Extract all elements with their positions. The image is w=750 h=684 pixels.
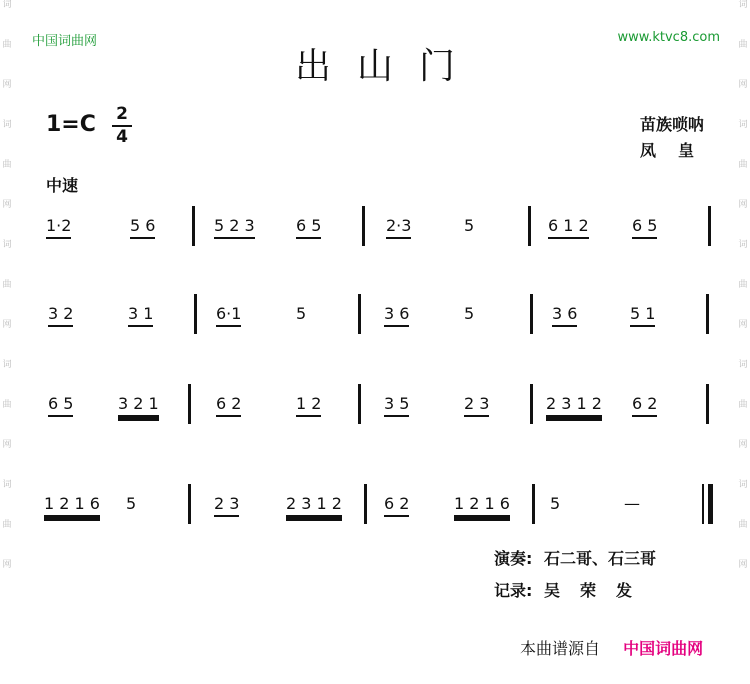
- watermark-char: 网: [738, 440, 748, 450]
- watermark-char: 网: [2, 200, 12, 210]
- note-group: 6 5: [632, 216, 657, 239]
- region-label: 凤皇: [640, 141, 717, 160]
- source-footer: [520, 636, 703, 659]
- recorder-credit: [494, 578, 652, 601]
- watermark-char: 词: [2, 240, 12, 250]
- watermark-left: [0, 0, 14, 684]
- note-group: 2 3: [214, 494, 239, 517]
- origin-label: 苗族唢呐: [640, 115, 705, 134]
- note-group: 6 2: [384, 494, 409, 517]
- score-line-4: [40, 476, 720, 526]
- barline: [194, 294, 197, 334]
- measure-2-group: [214, 216, 255, 239]
- barline: [188, 484, 191, 524]
- source-text: 本曲谱源自: [520, 639, 601, 658]
- measure-3-group: [454, 494, 510, 517]
- measure-2-group: [216, 304, 241, 327]
- watermark-char: 曲: [738, 400, 748, 410]
- measure-3-group: [464, 216, 474, 235]
- measure-1-group: [126, 494, 136, 513]
- measure-2-group: [216, 394, 241, 417]
- measure-2-group: [296, 304, 306, 323]
- note-group: 5 6: [130, 216, 155, 239]
- note-group: 2 3 1 2: [286, 494, 342, 517]
- measure-3-group: [464, 304, 474, 323]
- measure-2-group: [296, 216, 321, 239]
- sustain-dash: —: [624, 494, 640, 513]
- measure-3-group: [384, 304, 409, 327]
- note-group: 3 6: [384, 304, 409, 327]
- measure-2-group: [286, 494, 342, 517]
- time-signature: [112, 105, 132, 147]
- score-line-2: [40, 286, 720, 336]
- measure-1-group: [128, 304, 153, 327]
- note-group: 6 5: [296, 216, 321, 239]
- watermark-char: 词: [2, 360, 12, 370]
- source-brand-link[interactable]: 中国词曲网: [623, 639, 704, 658]
- measure-1-group: [118, 394, 159, 417]
- watermark-char: 词: [2, 480, 12, 490]
- note-group: 2 3 1 2: [546, 394, 602, 417]
- barline: [708, 206, 711, 246]
- watermark-char: 词: [2, 120, 12, 130]
- final-barline-thick: [708, 484, 713, 524]
- measure-3-group: [386, 216, 411, 239]
- watermark-char: 网: [738, 320, 748, 330]
- site-url[interactable]: www.ktvc8.com: [617, 30, 720, 45]
- watermark-char: 网: [2, 80, 12, 90]
- note-group: 6 2: [632, 394, 657, 417]
- watermark-char: 词: [738, 0, 748, 10]
- key-signature: 1=C: [46, 112, 96, 137]
- watermark-char: 网: [2, 440, 12, 450]
- site-name-left: 中国词曲网: [32, 34, 98, 49]
- measure-2-group: [296, 394, 321, 417]
- watermark-char: 网: [738, 560, 748, 570]
- watermark-char: 曲: [2, 400, 12, 410]
- note-group: 5: [296, 304, 307, 323]
- watermark-char: 曲: [738, 520, 748, 530]
- note-group: 6 2: [216, 394, 241, 417]
- note-group: 3 1: [128, 304, 153, 327]
- note-group: 1 2 1 6: [44, 494, 100, 517]
- watermark-char: 曲: [2, 40, 12, 50]
- note-group: 5: [464, 216, 475, 235]
- watermark-char: 词: [738, 120, 748, 130]
- recorder-label: 记录:: [494, 581, 533, 600]
- song-title: 出山门: [294, 46, 481, 87]
- measure-1-group: [48, 394, 73, 417]
- barline: [706, 294, 709, 334]
- barline: [530, 294, 533, 334]
- note-group: 3 2: [48, 304, 73, 327]
- barline: [358, 294, 361, 334]
- note-group: 1 2: [296, 394, 321, 417]
- note-group: 5 1: [630, 304, 655, 327]
- performer-credit: [494, 546, 656, 569]
- barline: [362, 206, 365, 246]
- score-line-1: [40, 198, 720, 248]
- watermark-char: 词: [738, 360, 748, 370]
- barline: [358, 384, 361, 424]
- measure-4-group: [630, 304, 655, 327]
- barline: [364, 484, 367, 524]
- barline: [192, 206, 195, 246]
- note-group: 5: [126, 494, 137, 513]
- barline: [532, 484, 535, 524]
- watermark-char: 曲: [738, 160, 748, 170]
- note-group: 3 5: [384, 394, 409, 417]
- watermark-char: 曲: [2, 160, 12, 170]
- time-bottom: 4: [116, 127, 128, 147]
- watermark-char: 词: [2, 0, 12, 10]
- measure-2-group: [214, 494, 239, 517]
- watermark-char: 曲: [738, 280, 748, 290]
- barline: [528, 206, 531, 246]
- tempo-marking: 中速: [46, 176, 79, 195]
- barline: [706, 384, 709, 424]
- measure-4-group: [552, 304, 577, 327]
- measure-1-group: [44, 494, 100, 517]
- watermark-char: 网: [2, 320, 12, 330]
- final-barline-thin: [702, 484, 704, 524]
- measure-3-group: [464, 394, 489, 417]
- recorder-name: 吴荣发: [543, 581, 652, 600]
- measure-3-group: [384, 394, 409, 417]
- measure-4-group: [546, 394, 602, 417]
- measure-1-group: [46, 216, 71, 239]
- measure-4-group: [548, 216, 589, 239]
- measure-1-group: [48, 304, 73, 327]
- note-group: 5: [550, 494, 561, 513]
- note-group: 6 1 2: [548, 216, 589, 239]
- performer-label: 演奏:: [494, 549, 533, 568]
- watermark-char: 词: [738, 480, 748, 490]
- watermark-char: 曲: [738, 40, 748, 50]
- measure-4-group: [624, 494, 640, 513]
- measure-4-group: [632, 394, 657, 417]
- measure-4-group: [632, 216, 657, 239]
- note-group: 2 3: [464, 394, 489, 417]
- note-group: 3 6: [552, 304, 577, 327]
- score-line-3: [40, 376, 720, 426]
- measure-3-group: [384, 494, 409, 517]
- barline: [530, 384, 533, 424]
- watermark-char: 网: [738, 200, 748, 210]
- note-group: 5 2 3: [214, 216, 255, 239]
- watermark-char: 网: [738, 80, 748, 90]
- performer-name: 石二哥、石三哥: [543, 549, 656, 568]
- watermark-char: 曲: [2, 280, 12, 290]
- watermark-right: [736, 0, 750, 684]
- note-group: 1 2 1 6: [454, 494, 510, 517]
- measure-1-group: [130, 216, 155, 239]
- note-group: 6 5: [48, 394, 73, 417]
- note-group: 1·2: [46, 216, 71, 239]
- watermark-char: 词: [738, 240, 748, 250]
- barline: [188, 384, 191, 424]
- note-group: 2·3: [386, 216, 411, 239]
- note-group: 5: [464, 304, 475, 323]
- note-group: 6·1: [216, 304, 241, 327]
- measure-4-group: [550, 494, 560, 513]
- time-top: 2: [116, 104, 128, 124]
- note-group: 3 2 1: [118, 394, 159, 417]
- watermark-char: 曲: [2, 520, 12, 530]
- watermark-char: 网: [2, 560, 12, 570]
